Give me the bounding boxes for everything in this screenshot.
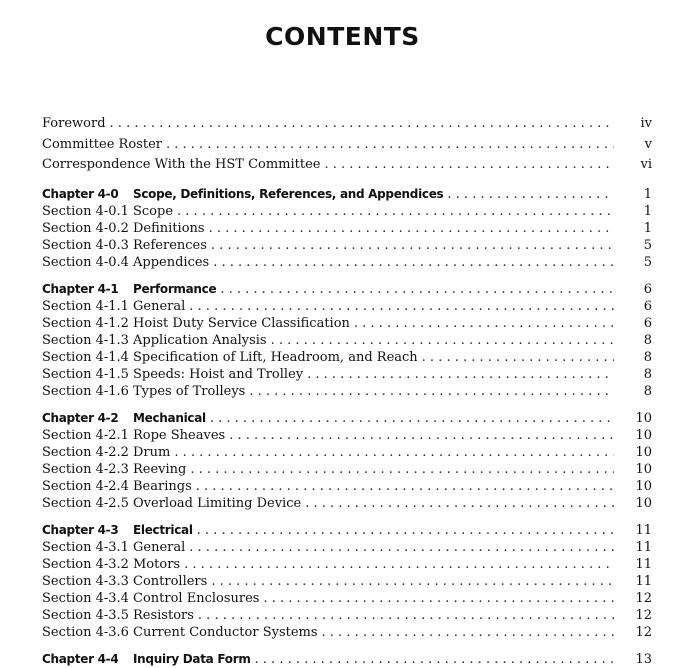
toc-section-entry-label: Section 4-2.4 bbox=[42, 478, 129, 494]
toc-chapter-entry-page-number: 6 bbox=[643, 281, 652, 297]
toc-section-entry bbox=[42, 332, 652, 349]
toc-section-entry-label: Section 4-0.1 bbox=[42, 203, 129, 219]
toc-section-entry-title: Overload Limiting Device bbox=[133, 495, 302, 511]
toc-section-entry bbox=[42, 220, 652, 237]
toc-section-entry-title: Controllers bbox=[133, 573, 208, 589]
dot-leader bbox=[263, 590, 614, 607]
toc-section-entry-label: Section 4-3.6 bbox=[42, 624, 129, 640]
dot-leader bbox=[210, 410, 614, 427]
toc-section-entry-label: Section 4-0.4 bbox=[42, 254, 129, 270]
dot-leader bbox=[354, 315, 614, 332]
toc-section-entry-title: Drum bbox=[133, 444, 171, 460]
dot-leader bbox=[220, 281, 614, 298]
toc-section-entry-title: General bbox=[133, 298, 186, 314]
toc-section-entry-title: Control Enclosures bbox=[133, 590, 260, 606]
dot-leader bbox=[422, 349, 614, 366]
toc-section-entry-page-number: 5 bbox=[643, 237, 652, 253]
toc-section-entry-title: Hoist Duty Service Classification bbox=[133, 315, 350, 331]
toc-section-entry-title: Motors bbox=[133, 556, 181, 572]
toc-section-entry-page-number: 6 bbox=[643, 315, 652, 331]
toc-section-entry bbox=[42, 237, 652, 254]
toc-section-entry bbox=[42, 495, 652, 512]
dot-leader bbox=[198, 607, 614, 624]
toc-section-entry-label: Section 4-0.3 bbox=[42, 237, 129, 253]
toc-section-entry-title: Bearings bbox=[133, 478, 192, 494]
dot-leader bbox=[255, 651, 614, 668]
toc-section-entry-title: General bbox=[133, 539, 186, 555]
toc-chapter-entry-page-number: 11 bbox=[635, 522, 652, 538]
toc-section-entry-title: Current Conductor Systems bbox=[133, 624, 318, 640]
toc-section-entry-page-number: 11 bbox=[635, 539, 652, 555]
dot-leader bbox=[211, 573, 614, 590]
toc-section-entry-label: Section 4-1.6 bbox=[42, 383, 129, 399]
toc-front-matter-entry bbox=[42, 155, 652, 176]
toc-chapter-entry bbox=[42, 186, 652, 203]
toc-front-matter-entry-title: Foreword bbox=[42, 116, 106, 131]
toc-section-entry-label: Section 4-1.3 bbox=[42, 332, 129, 348]
toc-section-entry-label: Section 4-3.5 bbox=[42, 607, 129, 623]
toc-section-entry-page-number: 12 bbox=[635, 590, 652, 606]
toc-section-entry bbox=[42, 298, 652, 315]
toc-section-entry-page-number: 8 bbox=[643, 366, 652, 382]
toc-section-entry-label: Section 4-1.5 bbox=[42, 366, 129, 382]
toc-section-entry-label: Section 4-1.2 bbox=[42, 315, 129, 331]
toc-section-entry-page-number: 10 bbox=[635, 495, 652, 511]
toc-section-entry-label: Section 4-3.1 bbox=[42, 539, 129, 555]
toc-section-entry-label: Section 4-1.1 bbox=[42, 298, 129, 314]
dot-leader bbox=[211, 237, 614, 254]
toc-front-matter-entry-page-number: iv bbox=[640, 116, 652, 131]
toc-section-entry-title: Rope Sheaves bbox=[133, 427, 226, 443]
toc-chapter-entry-title: Electrical bbox=[133, 522, 193, 537]
toc-chapter-entry-page-number: 10 bbox=[635, 410, 652, 426]
toc-section-entry bbox=[42, 203, 652, 220]
toc-section-entry-page-number: 12 bbox=[635, 607, 652, 623]
toc-section-entry-page-number: 12 bbox=[635, 624, 652, 640]
dot-leader bbox=[166, 135, 614, 156]
toc-chapter-entry bbox=[42, 281, 652, 298]
toc-section-entry-page-number: 10 bbox=[635, 427, 652, 443]
toc-front-matter-entry bbox=[42, 135, 652, 156]
toc-section-entry-title: Types of Trolleys bbox=[133, 383, 246, 399]
dot-leader bbox=[189, 298, 614, 315]
toc-chapter-entry-label: Chapter 4-0 bbox=[42, 186, 119, 201]
dot-leader bbox=[305, 495, 614, 512]
toc-section-entry-page-number: 10 bbox=[635, 478, 652, 494]
toc-section-entry bbox=[42, 539, 652, 556]
dot-leader bbox=[229, 427, 614, 444]
toc-section-entry-label: Section 4-3.2 bbox=[42, 556, 129, 572]
toc-section-entry-page-number: 8 bbox=[643, 383, 652, 399]
toc-section-entry-page-number: 8 bbox=[643, 332, 652, 348]
toc-section-entry bbox=[42, 427, 652, 444]
toc-section-entry-page-number: 11 bbox=[635, 573, 652, 589]
table-of-contents bbox=[42, 114, 652, 668]
toc-section-entry-title: References bbox=[133, 237, 207, 253]
dot-leader bbox=[190, 461, 614, 478]
dot-leader bbox=[307, 366, 614, 383]
toc-chapter-entry bbox=[42, 522, 652, 539]
toc-section-entry-title: Appendices bbox=[133, 254, 210, 270]
dot-leader bbox=[177, 203, 614, 220]
toc-front-matter-entry-title: Correspondence With the HST Committee bbox=[42, 157, 321, 172]
toc-section-entry-label: Section 4-2.1 bbox=[42, 427, 129, 443]
toc-section-entry-title: Resistors bbox=[133, 607, 194, 623]
toc-section-entry bbox=[42, 254, 652, 271]
toc-section-entry-page-number: 10 bbox=[635, 444, 652, 460]
toc-chapter-entry-title: Scope, Definitions, References, and Appendices bbox=[133, 186, 444, 201]
page-title: CONTENTS bbox=[265, 22, 420, 51]
dot-leader bbox=[174, 444, 614, 461]
dot-leader bbox=[249, 383, 614, 400]
dot-leader bbox=[447, 186, 614, 203]
toc-chapter-entry-label: Chapter 4-4 bbox=[42, 651, 119, 666]
dot-leader bbox=[213, 254, 614, 271]
toc-section-entry bbox=[42, 349, 652, 366]
toc-section-entry bbox=[42, 556, 652, 573]
toc-chapter-entry-label: Chapter 4-2 bbox=[42, 410, 119, 425]
toc-section-entry-label: Section 4-3.3 bbox=[42, 573, 129, 589]
toc-section-entry-label: Section 4-1.4 bbox=[42, 349, 129, 365]
toc-section-entry-page-number: 5 bbox=[643, 254, 652, 270]
toc-section-entry bbox=[42, 461, 652, 478]
toc-chapter-entry-label: Chapter 4-1 bbox=[42, 281, 119, 296]
toc-chapter-entry-title: Performance bbox=[133, 281, 217, 296]
toc-chapter-entry-label: Chapter 4-3 bbox=[42, 522, 119, 537]
dot-leader bbox=[197, 522, 614, 539]
toc-section-entry bbox=[42, 573, 652, 590]
toc-section-entry-label: Section 4-0.2 bbox=[42, 220, 129, 236]
toc-chapter-entry-title: Mechanical bbox=[133, 410, 206, 425]
dot-leader bbox=[110, 114, 614, 135]
toc-section-entry bbox=[42, 478, 652, 495]
toc-section-entry-label: Section 4-2.5 bbox=[42, 495, 129, 511]
toc-section-entry-page-number: 8 bbox=[643, 349, 652, 365]
toc-section-entry-label: Section 4-2.2 bbox=[42, 444, 129, 460]
dot-leader bbox=[209, 220, 614, 237]
toc-section-entry-page-number: 6 bbox=[643, 298, 652, 314]
toc-section-entry bbox=[42, 590, 652, 607]
toc-front-matter-entry bbox=[42, 114, 652, 135]
toc-chapter-entry-title: Inquiry Data Form bbox=[133, 651, 251, 666]
dot-leader bbox=[189, 539, 614, 556]
toc-front-matter-entry-page-number: vi bbox=[640, 157, 652, 172]
toc-section-entry-title: Definitions bbox=[133, 220, 205, 236]
toc-chapter-entry bbox=[42, 410, 652, 427]
toc-front-matter-entry-title: Committee Roster bbox=[42, 136, 162, 152]
toc-section-entry bbox=[42, 315, 652, 332]
dot-leader bbox=[325, 155, 615, 176]
toc-section-entry bbox=[42, 607, 652, 624]
toc-section-entry bbox=[42, 383, 652, 400]
toc-section-entry-page-number: 1 bbox=[643, 220, 652, 236]
toc-section-entry-label: Section 4-3.4 bbox=[42, 590, 129, 606]
dot-leader bbox=[322, 624, 614, 641]
toc-section-entry-page-number: 11 bbox=[635, 556, 652, 572]
toc-section-entry bbox=[42, 444, 652, 461]
toc-section-entry-title: Reeving bbox=[133, 461, 187, 477]
dot-leader bbox=[184, 556, 614, 573]
toc-section-entry-title: Application Analysis bbox=[133, 332, 267, 348]
dot-leader bbox=[271, 332, 614, 349]
toc-front-matter-entry-page-number: v bbox=[644, 136, 652, 152]
toc-section-entry-title: Speeds: Hoist and Trolley bbox=[133, 366, 304, 382]
toc-chapter-entry bbox=[42, 651, 652, 668]
toc-chapter-entry-page-number: 13 bbox=[635, 651, 652, 667]
toc-section-entry-page-number: 1 bbox=[643, 203, 652, 219]
toc-chapter-entry-page-number: 1 bbox=[643, 186, 652, 202]
dot-leader bbox=[196, 478, 614, 495]
toc-section-entry-page-number: 10 bbox=[635, 461, 652, 477]
toc-section-entry-title: Scope bbox=[133, 203, 174, 219]
toc-section-entry-title: Specification of Lift, Headroom, and Reach bbox=[133, 349, 418, 365]
toc-section-entry-label: Section 4-2.3 bbox=[42, 461, 129, 477]
toc-section-entry bbox=[42, 366, 652, 383]
toc-section-entry bbox=[42, 624, 652, 641]
